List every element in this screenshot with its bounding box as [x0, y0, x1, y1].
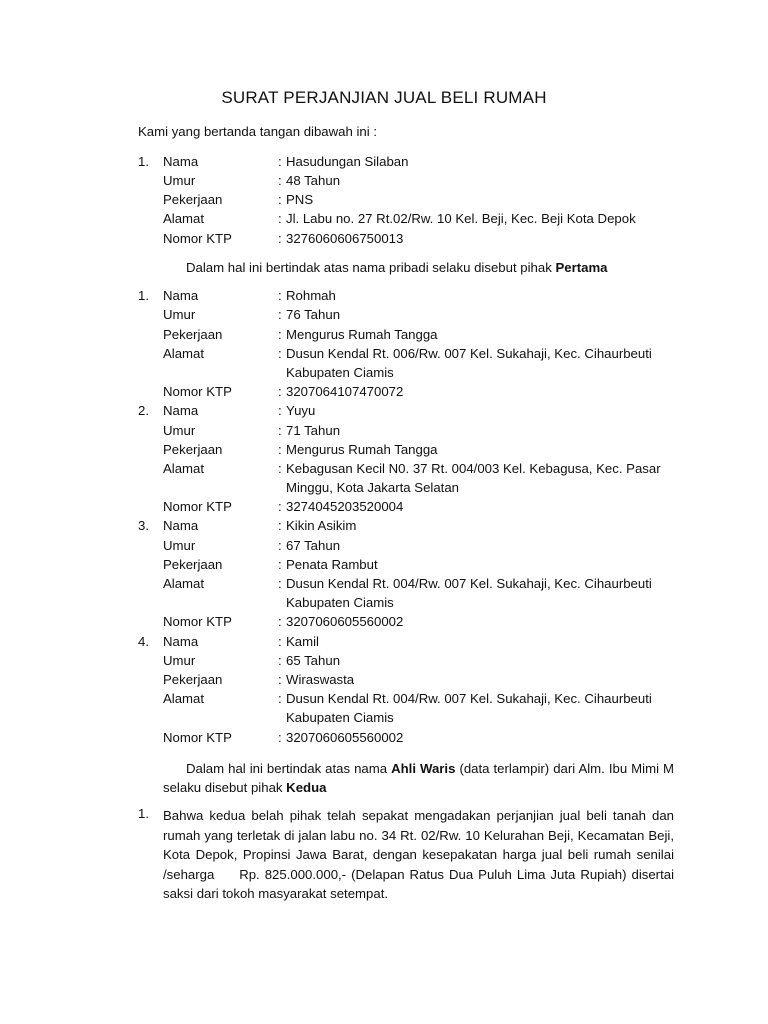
party-row [0, 689, 768, 708]
clause-text: Bahwa kedua belah pihak telah sepakat mengadakan perjanjian jual beli tanah dan rumah yang terletak di jalan labu no. 34 Rt. 02/Rw. 10 Kelurahan Beji, Kecamatan Beji, Kota Depok, Propinsi Jawa Barat, dengan kesepakatan harga jual beli rumah senilai /seharga Rp. 825.000.000,- (Delapan Ratus Dua Puluh Lima Juta Rupiah) disertai saksi dari tokoh masyarakat setempat. [163, 808, 678, 901]
field-colon: : [278, 154, 282, 169]
field-colon: : [278, 423, 282, 438]
party-number: 1. [138, 154, 149, 169]
field-value: Wiraswasta [286, 672, 355, 687]
field-value: Kamil [286, 634, 319, 649]
party-row [0, 382, 768, 401]
field-value: 3207060605560002 [286, 614, 404, 629]
field-value: Dusun Kendal Rt. 004/Rw. 007 Kel. Sukahaji, Kec. Cihaurbeuti [286, 576, 652, 591]
party-row [0, 152, 768, 171]
field-value: 76 Tahun [286, 307, 341, 322]
party-row [0, 478, 768, 497]
field-colon: : [278, 730, 282, 745]
field-value: Mengurus Rumah Tangga [286, 327, 438, 342]
party-row [0, 190, 768, 209]
field-colon: : [278, 499, 282, 514]
party-row [0, 497, 768, 516]
field-label: Nama [163, 288, 199, 303]
statement-bold: Kedua [286, 780, 327, 795]
field-label: Pekerjaan [163, 557, 223, 572]
party-row [0, 421, 768, 440]
field-colon: : [278, 557, 282, 572]
party-row [0, 670, 768, 689]
statement-bold: Ahli Waris [391, 761, 456, 776]
field-value: Kikin Asikim [286, 518, 357, 533]
statement-text: (data terlampir) dari Alm. Ibu Mimi M selaku disebut pihak [163, 761, 674, 795]
field-label: Pekerjaan [163, 442, 223, 457]
field-label: Nama [163, 634, 199, 649]
field-label: Pekerjaan [163, 327, 223, 342]
clause-number: 1. [138, 806, 149, 821]
field-value: Penata Rambut [286, 557, 378, 572]
field-colon: : [278, 442, 282, 457]
party-row [0, 401, 768, 420]
field-colon: : [278, 327, 282, 342]
field-label: Umur [163, 423, 196, 438]
field-value: Kebagusan Kecil N0. 37 Rt. 004/003 Kel. Kebagusa, Kec. Pasar [286, 461, 661, 476]
party-row [0, 516, 768, 535]
party-number: 3. [138, 518, 149, 533]
party-row [0, 728, 768, 747]
field-value: Mengurus Rumah Tangga [286, 442, 438, 457]
party-row [0, 305, 768, 324]
field-colon: : [278, 173, 282, 188]
field-colon: : [278, 576, 282, 591]
field-label: Alamat [163, 461, 205, 476]
field-colon: : [278, 403, 282, 418]
field-label: Nama [163, 518, 199, 533]
party-number: 1. [138, 288, 149, 303]
field-colon: : [278, 231, 282, 246]
party-row [0, 229, 768, 248]
field-value: 3207064107470072 [286, 384, 404, 399]
party-row [0, 363, 768, 382]
field-label: Nomor KTP [163, 499, 232, 514]
party-row [0, 651, 768, 670]
statement-text: Dalam hal ini bertindak atas nama [186, 761, 392, 776]
field-colon: : [278, 192, 282, 207]
party-row [0, 574, 768, 593]
field-value: 3276060606750013 [286, 231, 404, 246]
field-value: Dusun Kendal Rt. 004/Rw. 007 Kel. Sukahaji, Kec. Cihaurbeuti [286, 691, 652, 706]
field-label: Pekerjaan [163, 672, 223, 687]
field-value: 67 Tahun [286, 538, 341, 553]
field-value: Dusun Kendal Rt. 006/Rw. 007 Kel. Sukahaji, Kec. Cihaurbeuti [286, 346, 652, 361]
statement-bold: Pertama [555, 260, 608, 275]
party-row [0, 344, 768, 363]
field-label: Nomor KTP [163, 730, 232, 745]
party-row [0, 459, 768, 478]
party-row [0, 440, 768, 459]
field-value: 3207060605560002 [286, 730, 404, 745]
field-colon: : [278, 346, 282, 361]
field-colon: : [278, 518, 282, 533]
party-row [0, 325, 768, 344]
field-value: PNS [286, 192, 314, 207]
field-label: Umur [163, 307, 196, 322]
party-row [0, 536, 768, 555]
field-colon: : [278, 653, 282, 668]
field-value: Hasudungan Silaban [286, 154, 409, 169]
field-value-continued: Kabupaten Ciamis [286, 365, 394, 380]
field-value: 48 Tahun [286, 173, 341, 188]
party-row [0, 593, 768, 612]
field-value: 65 Tahun [286, 653, 341, 668]
field-colon: : [278, 307, 282, 322]
field-label: Nomor KTP [163, 384, 232, 399]
field-value: Jl. Labu no. 27 Rt.02/Rw. 10 Kel. Beji, Kec. Beji Kota Depok [286, 211, 636, 226]
field-label: Nama [163, 403, 199, 418]
field-value: Rohmah [286, 288, 336, 303]
field-colon: : [278, 634, 282, 649]
field-colon: : [278, 461, 282, 476]
party-row [0, 612, 768, 631]
field-value: 3274045203520004 [286, 499, 404, 514]
field-value-continued: Minggu, Kota Jakarta Selatan [286, 480, 460, 495]
field-label: Umur [163, 173, 196, 188]
field-label: Umur [163, 538, 196, 553]
party-row [0, 209, 768, 228]
field-colon: : [278, 672, 282, 687]
field-colon: : [278, 614, 282, 629]
field-colon: : [278, 211, 282, 226]
field-value: Yuyu [286, 403, 316, 418]
field-label: Nomor KTP [163, 231, 232, 246]
document-title: SURAT PERJANJIAN JUAL BELI RUMAH [221, 88, 547, 107]
party-number: 2. [138, 403, 149, 418]
field-label: Pekerjaan [163, 192, 223, 207]
statement-first-party [186, 260, 608, 275]
field-colon: : [278, 384, 282, 399]
field-label: Umur [163, 653, 196, 668]
statement-text: Dalam hal ini bertindak atas nama pribadi selaku disebut pihak [186, 260, 556, 275]
field-value: 71 Tahun [286, 423, 341, 438]
field-label: Alamat [163, 576, 205, 591]
party-row [0, 286, 768, 305]
field-label: Nama [163, 154, 199, 169]
party-row [0, 555, 768, 574]
party-row [0, 708, 768, 727]
field-label: Nomor KTP [163, 614, 232, 629]
field-label: Alamat [163, 691, 205, 706]
field-label: Alamat [163, 346, 205, 361]
field-colon: : [278, 691, 282, 706]
party-row [0, 632, 768, 651]
field-colon: : [278, 538, 282, 553]
intro-text: Kami yang bertanda tangan dibawah ini : [138, 124, 378, 139]
field-colon: : [278, 288, 282, 303]
statement-second-party [163, 759, 674, 797]
field-value-continued: Kabupaten Ciamis [286, 595, 394, 610]
party-row [0, 171, 768, 190]
field-value-continued: Kabupaten Ciamis [286, 710, 394, 725]
field-label: Alamat [163, 211, 205, 226]
party-number: 4. [138, 634, 149, 649]
